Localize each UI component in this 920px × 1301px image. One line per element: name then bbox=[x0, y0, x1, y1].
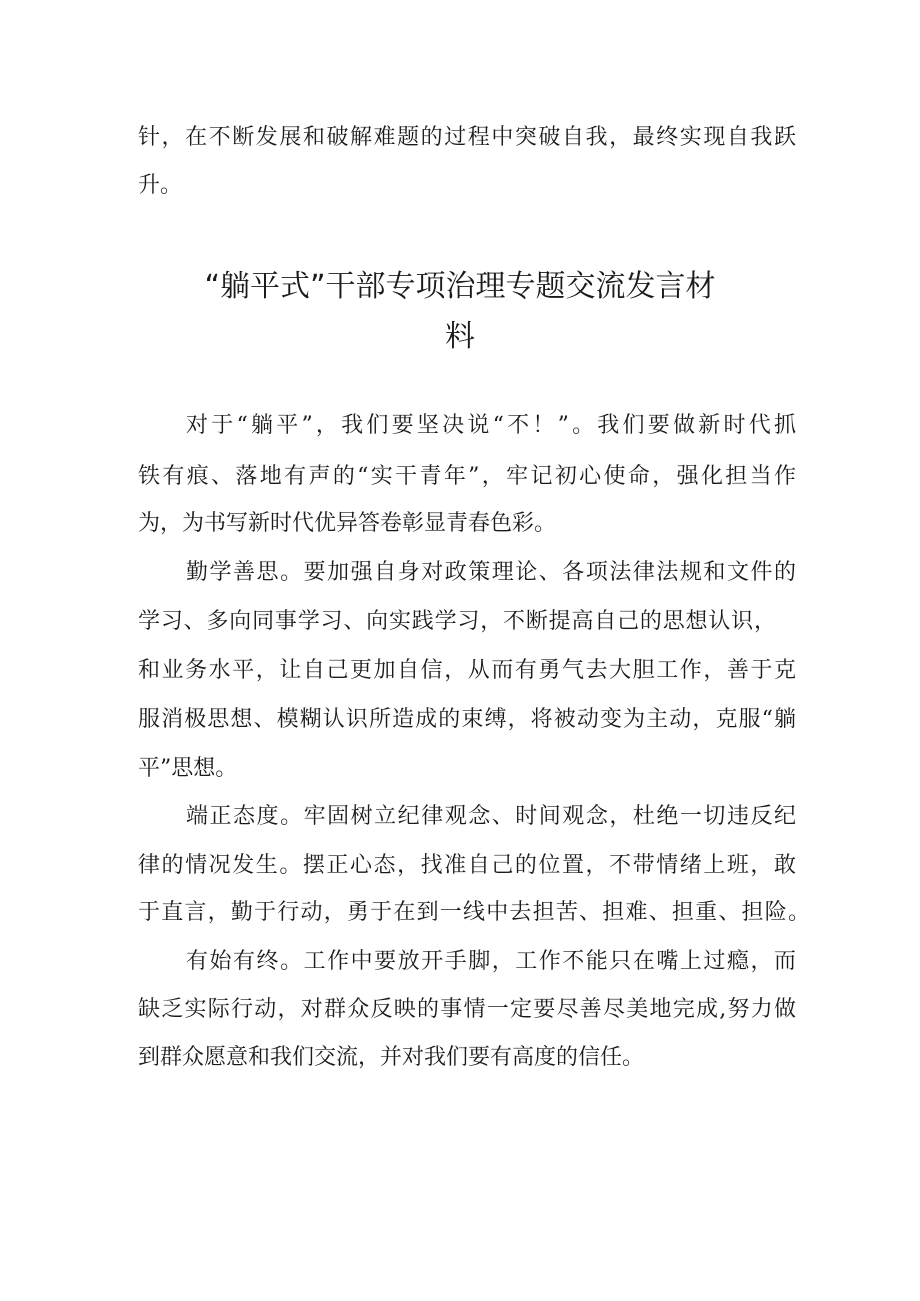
paragraph-1-line-3: 为，为书写新时代优异答卷彰显青春色彩。 bbox=[138, 511, 557, 536]
paragraph-3-line-1: 端正态度。牢固树立纪律观念、时间观念，杜绝一切违反纪 bbox=[186, 804, 796, 829]
paragraph-1-line-2: 铁有痕、落地有声的“实干青年”，牢记初心使命，强化担当作 bbox=[138, 464, 796, 489]
intro-line-1: 针，在不断发展和破解难题的过程中突破自我，最终实现自我跃 bbox=[138, 125, 796, 150]
paragraph-2-line-1: 勤学善思。要加强自身对政策理论、各项法律法规和文件的 bbox=[186, 560, 796, 585]
paragraph-4-line-1: 有始有终。工作中要放开手脚，工作不能只在嘴上过瘾，而 bbox=[186, 949, 796, 974]
paragraph-1-line-1: 对于“躺平”，我们要坚决说“不！”。我们要做新时代抓 bbox=[186, 413, 796, 438]
paragraph-2-line-2: 学习、多向同事学习、向实践学习，不断提高自己的思想认识， bbox=[138, 609, 776, 634]
paragraph-3-line-3: 于直言，勤于行动，勇于在到一线中去担苦、担难、担重、担险。 bbox=[138, 900, 810, 925]
paragraph-2-line-4: 服消极思想、模糊认识所造成的束缚，将被动变为主动，克服“躺 bbox=[138, 707, 796, 732]
intro-line-2: 升。 bbox=[138, 173, 183, 198]
paragraph-2-line-3: 和业务水平，让自己更加自信，从而有勇气去大胆工作，善于克 bbox=[138, 658, 796, 683]
paragraph-2-line-5: 平”思想。 bbox=[138, 756, 238, 781]
paragraph-4-line-3: 到群众愿意和我们交流，并对我们要有高度的信任。 bbox=[138, 1045, 645, 1070]
document-title-line-2: 料 bbox=[445, 319, 475, 354]
document-title-line-1: “躺平式”干部专项治理专题交流发言材 bbox=[204, 269, 716, 304]
paragraph-3-line-2: 律的情况发生。摆正心态，找准自己的位置，不带情绪上班，敢 bbox=[138, 853, 796, 878]
paragraph-4-line-2: 缺乏实际行动，对群众反映的事情一定要尽善尽美地完成,努力做 bbox=[138, 997, 796, 1022]
